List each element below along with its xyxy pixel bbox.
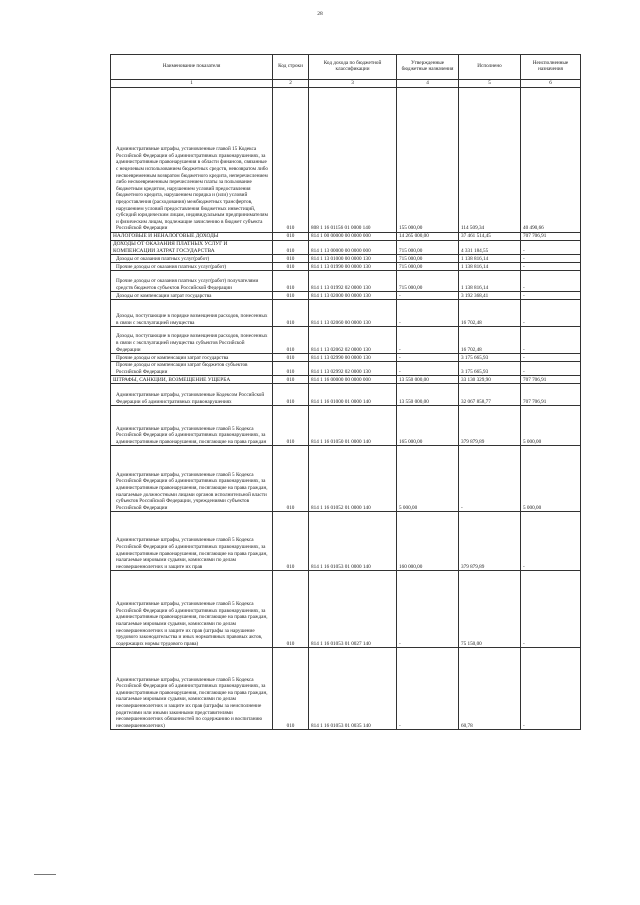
table-row [111,292,581,300]
row-unexecuted-cell: - [521,241,581,255]
row-executed-cell: 379 879,89 [459,512,521,571]
header-budget-code: Код дохода по бюджетной классификации [309,55,397,80]
table-row [111,362,581,376]
row-name-cell: НАЛОГОВЫЕ И НЕНАЛОГОВЫЕ ДОХОДЫ [111,233,273,241]
row-approved-cell: - [397,300,459,327]
row-budget-code-cell: 814 1 13 02000 00 0000 130 [309,292,397,300]
row-executed-cell: 1 138 816,14 [459,263,521,271]
table-row [111,446,581,512]
table-row [111,571,581,648]
row-executed-cell: 379 879,89 [459,406,521,446]
row-budget-code-cell: 814 1 13 02062 02 0000 130 [309,327,397,354]
table-row [111,376,581,384]
row-budget-code-cell: 814 1 00 00000 00 0000 000 [309,233,397,241]
table-row [111,241,581,255]
row-name-cell: Доходы, поступающие в порядке возмещения расходов, понесенных в связи с эксплуатацией имущества [111,300,273,327]
row-line-code-cell: 010 [273,233,309,241]
row-executed-cell: 37 461 514,45 [459,233,521,241]
row-budget-code-cell: 814 1 13 02992 02 0000 130 [309,362,397,376]
row-line-code-cell: 010 [273,255,309,263]
row-unexecuted-cell: 5 000,00 [521,446,581,512]
row-line-code-cell: 010 [273,571,309,648]
row-budget-code-cell: 814 1 13 00000 00 0000 000 [309,241,397,255]
row-executed-cell: 1 138 816,14 [459,255,521,263]
column-number: 2 [273,80,309,88]
row-approved-cell: - [397,354,459,362]
row-approved-cell: 13 550 000,00 [397,376,459,384]
row-approved-cell: - [397,362,459,376]
table-row [111,354,581,362]
row-name-cell: Прочие доходы от компенсации затрат государства [111,354,273,362]
row-name-cell: Административные штрафы, установленные главой 5 Кодекса Российской Федерации об административных правонарушениях, за административные правонарушения, посягающие на права граждан, налагаемые мировыми судьями, комиссиями по делам несовершеннолетних и защите их прав [111,512,273,571]
row-approved-cell: 14 265 000,00 [397,233,459,241]
row-line-code-cell: 010 [273,362,309,376]
row-line-code-cell: 010 [273,446,309,512]
row-budget-code-cell: 814 1 13 01992 02 0000 130 [309,271,397,292]
row-line-code-cell: 010 [273,376,309,384]
row-approved-cell: 715 000,00 [397,271,459,292]
row-executed-cell: 60,78 [459,648,521,730]
row-line-code-cell: 010 [273,300,309,327]
column-number: 5 [459,80,521,88]
row-budget-code-cell: 814 1 16 00000 00 0000 000 [309,376,397,384]
row-approved-cell: - [397,327,459,354]
row-budget-code-cell: 814 1 13 02990 00 0000 130 [309,354,397,362]
row-line-code-cell: 010 [273,384,309,406]
row-approved-cell: 160 000,00 [397,512,459,571]
row-executed-cell: 3 175 665,93 [459,362,521,376]
row-budget-code-cell: 814 1 16 01053 01 0027 140 [309,571,397,648]
row-executed-cell: 75 150,00 [459,571,521,648]
row-unexecuted-cell: 707 706,91 [521,384,581,406]
table-row [111,406,581,446]
table-row [111,384,581,406]
row-name-cell: Административные штрафы, установленные главой 15 Кодекса Российской Федерации об административных правонарушениях, за административные правонарушения в области финансов, связанные с нецелевым использованием бюджетных средств, невозвратом либо несвоевременным возвратом бюджетного кредита, неперечислением либо несвоевременным перечислением платы за пользование бюджетным кредитом, нарушением условий предоставления бюджетного кредита, нарушением порядка и (или) условий предоставления (расходования) межбюджетных трансфертов, нарушением условий предоставления бюджетных инвестиций, субсидий юридическим лицам, индивидуальным предпринимателям и физическим лицам, подлежащие зачислению в бюджет субъекта Российской Федерации [111,88,273,233]
column-number: 4 [397,80,459,88]
row-budget-code-cell: 814 1 16 01052 01 0000 140 [309,446,397,512]
income-report-table [110,54,581,730]
table-row [111,512,581,571]
table-row [111,255,581,263]
row-approved-cell: 165 000,00 [397,406,459,446]
row-line-code-cell: 010 [273,292,309,300]
table-row [111,648,581,730]
header-unexecuted: Неисполненные назначения [521,55,581,80]
row-unexecuted-cell: - [521,255,581,263]
header-executed: Исполнено [459,55,521,80]
row-executed-cell: 3 192 368,41 [459,292,521,300]
row-executed-cell: 1 138 816,14 [459,271,521,292]
row-budget-code-cell: 814 1 13 01000 00 0000 130 [309,255,397,263]
row-name-cell: Административные штрафы, установленные главой 5 Кодекса Российской Федерации об административных правонарушениях, за административные правонарушения, посягающие на права граждан, налагаемые мировыми судьями, комиссиями по делам несовершеннолетних и защите их прав (штрафы за неисполнение родителями или иными законными представителями несовершеннолетних обязанностей по содержанию и воспитанию несовершеннолетних) [111,648,273,730]
row-executed-cell: 16 702,48 [459,300,521,327]
row-unexecuted-cell: - [521,327,581,354]
row-name-cell: Административные штрафы, установленные главой 5 Кодекса Российской Федерации об административных правонарушениях, за административные правонарушения, посягающие на права граждан, налагаемые мировыми судьями, комиссиями по делам несовершеннолетних и защите их прав (штрафы за нарушение трудового законодательства и иных нормативных правовых актов, содержащих нормы трудового права) [111,571,273,648]
row-approved-cell: - [397,292,459,300]
table-row [111,300,581,327]
row-name-cell: Доходы, поступающие в порядке возмещения расходов, понесенных в связи с эксплуатацией имущества субъектов Российской Федерации [111,327,273,354]
row-name-cell: Административные штрафы, установленные главой 5 Кодекса Российской Федерации об административных правонарушениях, за административные правонарушения, посягающие на права граждан, налагаемые должностными лицами органов исполнительной власти субъектов Российской Федерации, учреждениями субъектов Российской Федерации [111,446,273,512]
row-executed-cell: 32 067 858,77 [459,384,521,406]
row-name-cell: ДОХОДЫ ОТ ОКАЗАНИЯ ПЛАТНЫХ УСЛУГ И КОМПЕНСАЦИИ ЗАТРАТ ГОСУДАРСТВА [111,241,273,255]
header-row [111,55,581,80]
row-unexecuted-cell: - [521,362,581,376]
row-unexecuted-cell: - [521,648,581,730]
row-name-cell: Прочие доходы от компенсации затрат бюджетов субъектов Российской Федерации [111,362,273,376]
row-executed-cell: 4 331 184,55 [459,241,521,255]
row-approved-cell: 155 000,00 [397,88,459,233]
page-number: 28 [317,11,323,17]
row-approved-cell: - [397,648,459,730]
table-row [111,327,581,354]
row-unexecuted-cell: - [521,512,581,571]
header-approved: Утвержденные бюджетные назначения [397,55,459,80]
table-row [111,263,581,271]
row-line-code-cell: 010 [273,354,309,362]
row-budget-code-cell: 814 1 13 01990 00 0000 130 [309,263,397,271]
row-unexecuted-cell: - [521,271,581,292]
row-name-cell: ШТРАФЫ, САНКЦИИ, ВОЗМЕЩЕНИЕ УЩЕРБА [111,376,273,384]
row-line-code-cell: 010 [273,271,309,292]
row-unexecuted-cell: 40 490,66 [521,88,581,233]
column-number: 3 [309,80,397,88]
row-name-cell: Доходы от оказания платных услуг(работ) [111,255,273,263]
table-row [111,233,581,241]
header-line-code: Код строки [273,55,309,80]
row-approved-cell: 13 550 000,00 [397,384,459,406]
row-approved-cell: 5 000,00 [397,446,459,512]
row-line-code-cell: 010 [273,512,309,571]
row-line-code-cell: 010 [273,241,309,255]
bottom-rule [34,874,56,875]
row-budget-code-cell: 814 1 16 01053 01 0000 140 [309,512,397,571]
row-approved-cell: 715 000,00 [397,263,459,271]
row-approved-cell: 715 000,00 [397,241,459,255]
row-line-code-cell: 010 [273,327,309,354]
row-budget-code-cell: 814 1 13 02060 00 0000 130 [309,300,397,327]
row-approved-cell: 715 000,00 [397,255,459,263]
table-row [111,271,581,292]
row-name-cell: Прочие доходы от оказания платных услуг(работ) [111,263,273,271]
row-budget-code-cell: 814 1 16 01050 01 0000 140 [309,406,397,446]
row-unexecuted-cell: - [521,263,581,271]
row-executed-cell: - [459,446,521,512]
row-unexecuted-cell: 5 000,00 [521,406,581,446]
row-executed-cell: 33 130 329,90 [459,376,521,384]
row-unexecuted-cell: - [521,571,581,648]
row-name-cell: Административные штрафы, установленные Кодексом Российской Федерации об административных правонарушениях [111,384,273,406]
row-executed-cell: 114 509,34 [459,88,521,233]
row-unexecuted-cell: - [521,354,581,362]
row-name-cell: Доходы от компенсации затрат государства [111,292,273,300]
row-unexecuted-cell: - [521,300,581,327]
column-number: 1 [111,80,273,88]
row-executed-cell: 16 702,48 [459,327,521,354]
row-line-code-cell: 010 [273,648,309,730]
row-unexecuted-cell: - [521,292,581,300]
row-name-cell: Административные штрафы, установленные главой 5 Кодекса Российской Федерации об административных правонарушениях, за административные правонарушения, посягающие на права граждан [111,406,273,446]
row-budget-code-cell: 808 1 16 01156 01 0000 140 [309,88,397,233]
row-unexecuted-cell: 707 706,91 [521,376,581,384]
table-row [111,88,581,233]
row-approved-cell: - [397,571,459,648]
row-line-code-cell: 010 [273,88,309,233]
row-budget-code-cell: 814 1 16 01000 01 0000 140 [309,384,397,406]
header-indicator-name: Наименование показателя [111,55,273,80]
row-executed-cell: 3 175 665,93 [459,354,521,362]
row-name-cell: Прочие доходы от оказания платных услуг(работ) получателями средств бюджетов субъектов Российской Федерации [111,271,273,292]
column-number: 6 [521,80,581,88]
row-budget-code-cell: 814 1 16 01053 01 0035 140 [309,648,397,730]
column-number-row [111,80,581,88]
row-line-code-cell: 010 [273,263,309,271]
row-unexecuted-cell: 707 706,91 [521,233,581,241]
row-line-code-cell: 010 [273,406,309,446]
